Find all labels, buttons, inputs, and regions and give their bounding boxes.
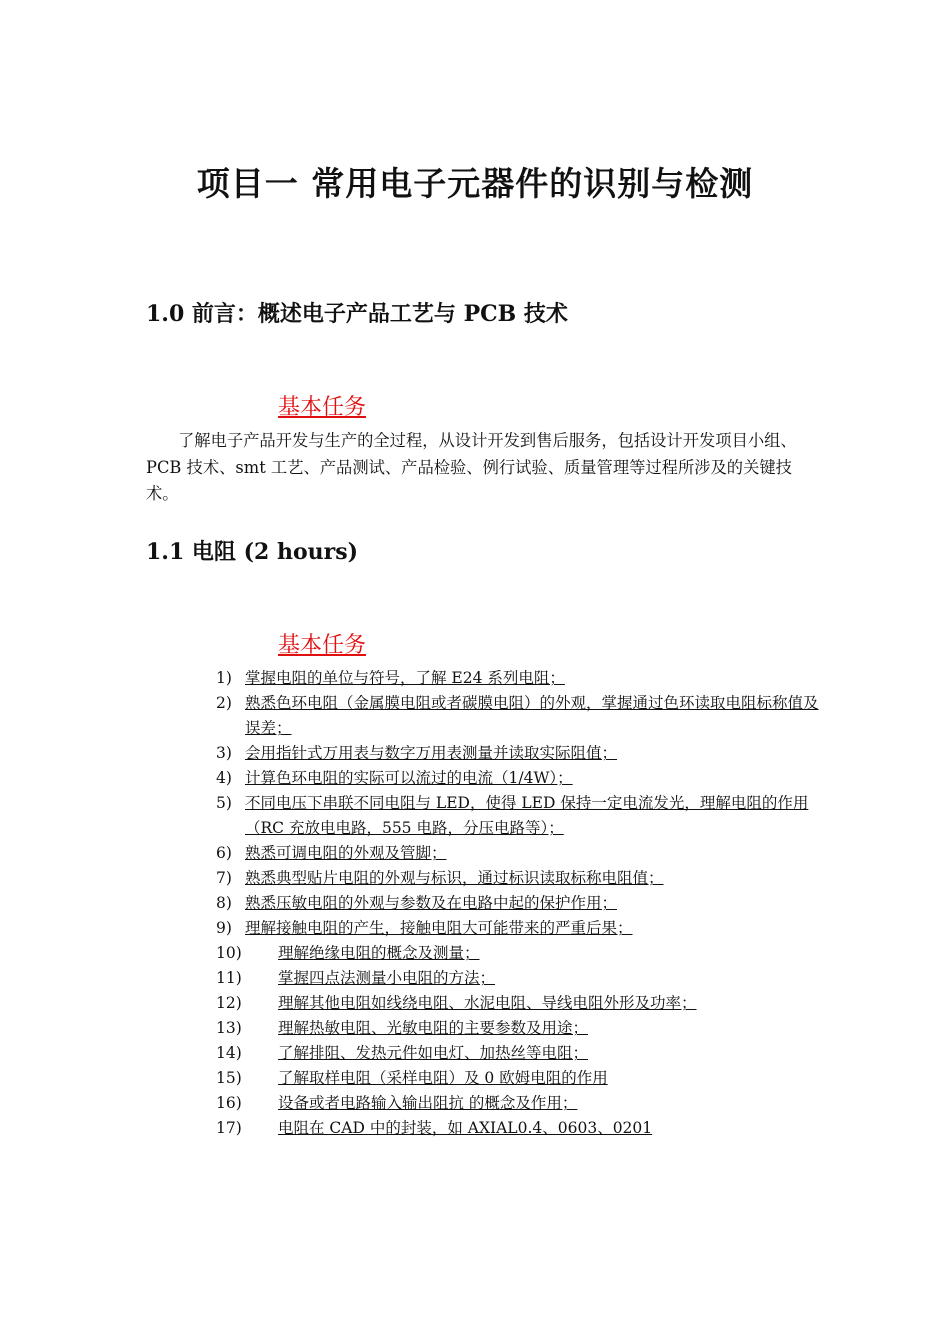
list-item bbox=[146, 966, 826, 991]
list-item-text: 电阻在 CAD 中的封装，如 AXIAL0.4、0603、0201 bbox=[278, 1119, 653, 1137]
list-item bbox=[146, 991, 826, 1016]
list-item-number: 15) bbox=[216, 1069, 242, 1087]
list-item bbox=[146, 1066, 826, 1091]
list-item-number: 7) bbox=[216, 869, 232, 887]
list-item bbox=[146, 1091, 826, 1116]
list-item bbox=[146, 1116, 826, 1141]
list-item-text: 会用指针式万用表与数字万用表测量并读取实际阻值； bbox=[245, 744, 618, 762]
list-item bbox=[146, 791, 826, 841]
list-item-number: 10) bbox=[216, 944, 242, 962]
list-item bbox=[146, 941, 826, 966]
list-item-text: 设备或者电路输入输出阻抗 的概念及作用； bbox=[278, 1094, 578, 1112]
list-item bbox=[146, 741, 826, 766]
list-item-number: 2) bbox=[216, 694, 232, 712]
list-item bbox=[146, 1041, 826, 1066]
document-title: 项目一 常用电子元器件的识别与检测 bbox=[196, 164, 754, 203]
list-item-text: 计算色环电阻的实际可以流过的电流（1/4W）； bbox=[245, 769, 573, 787]
list-item-number: 13) bbox=[216, 1019, 242, 1037]
list-item bbox=[146, 891, 826, 916]
list-item-text: 了解取样电阻（采样电阻）及 0 欧姆电阻的作用 bbox=[278, 1069, 608, 1087]
list-item-number: 17) bbox=[216, 1119, 242, 1137]
list-item-text: 理解热敏电阻、光敏电阻的主要参数及用途； bbox=[278, 1019, 589, 1037]
list-item bbox=[146, 691, 826, 741]
list-item-number: 16) bbox=[216, 1094, 242, 1112]
list-item-text: 掌握四点法测量小电阻的方法； bbox=[278, 969, 496, 987]
list-item-text: 熟悉压敏电阻的外观与参数及在电路中起的保护作用； bbox=[245, 894, 618, 912]
list-item-text: 熟悉典型贴片电阻的外观与标识，通过标识读取标称电阻值； bbox=[245, 869, 664, 887]
list-item-number: 14) bbox=[216, 1044, 242, 1062]
list-item-number: 1) bbox=[216, 669, 232, 687]
list-item bbox=[146, 766, 826, 791]
list-item bbox=[146, 866, 826, 891]
list-item-number: 6) bbox=[216, 844, 232, 862]
list-item bbox=[146, 841, 826, 866]
section-heading-resistor: 1.1 电阻 (2 hours) bbox=[146, 539, 359, 565]
list-item bbox=[146, 666, 826, 691]
list-item-text: 掌握电阻的单位与符号，了解 E24 系列电阻； bbox=[245, 669, 565, 687]
list-item-number: 12) bbox=[216, 994, 242, 1012]
task-heading-intro: 基本任务 bbox=[278, 395, 367, 420]
list-item-text: 理解其他电阻如线绕电阻、水泥电阻、导线电阻外形及功率； bbox=[278, 994, 697, 1012]
section-heading-intro: 1.0 前言：概述电子产品工艺与 PCB 技术 bbox=[146, 301, 568, 327]
intro-paragraph: 了解电子产品开发与生产的全过程，从设计开发到售后服务，包括设计开发项目小组、PCB 技术、smt 工艺、产品测试、产品检验、例行试验、质量管理等过程所涉及的关键技术。 bbox=[146, 431, 797, 503]
list-item-number: 8) bbox=[216, 894, 232, 912]
list-item bbox=[146, 1016, 826, 1041]
task-list bbox=[146, 666, 826, 1141]
list-item-number: 11) bbox=[216, 969, 242, 987]
list-item-text: 熟悉色环电阻（金属膜电阻或者碳膜电阻）的外观，掌握通过色环读取电阻标称值及误差； bbox=[245, 694, 819, 737]
list-item-number: 3) bbox=[216, 744, 232, 762]
list-item bbox=[146, 916, 826, 941]
list-item-text: 理解接触电阻的产生，接触电阻大可能带来的严重后果； bbox=[245, 919, 633, 937]
list-item-text: 熟悉可调电阻的外观及管脚； bbox=[245, 844, 447, 862]
list-item-text: 不同电压下串联不同电阻与 LED，使得 LED 保持一定电流发光，理解电阻的作用（RC 充放电电路，555 电路，分压电路等）； bbox=[245, 794, 809, 837]
list-item-text: 了解排阻、发热元件如电灯、加热丝等电阻； bbox=[278, 1044, 589, 1062]
list-item-number: 9) bbox=[216, 919, 232, 937]
list-item-number: 4) bbox=[216, 769, 232, 787]
list-item-number: 5) bbox=[216, 794, 232, 812]
task-heading-resistor: 基本任务 bbox=[278, 633, 367, 658]
list-item-text: 理解绝缘电阻的概念及测量； bbox=[278, 944, 480, 962]
